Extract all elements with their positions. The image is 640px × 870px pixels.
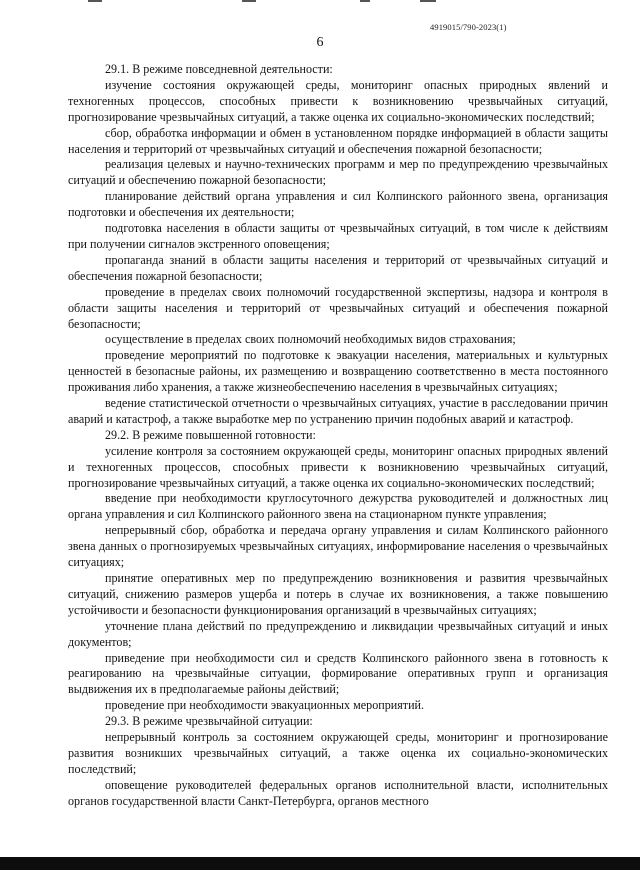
scan-bottom-edge <box>0 857 640 870</box>
document-body <box>68 62 608 810</box>
paragraph: изучение состояния окружающей среды, мониторинг опасных природных явлений и техногенных процессов, способных привести к возникновению чрезвычайных ситуаций, прогнозирование чрезвычайных ситуаций, а также оценка их социально-экономических последствий; <box>68 77 608 124</box>
paragraph: введение при необходимости круглосуточного дежурства руководителей и должностных лиц органа управления и сил Колпинского районного звена на стационарном пункте управления; <box>68 491 608 522</box>
paragraph: подготовка населения в области защиты от чрезвычайных ситуаций, в том числе к действиям при получении сигналов экстренного оповещения; <box>68 221 608 251</box>
section-heading: 29.3. В режиме чрезвычайной ситуации: <box>105 714 313 729</box>
paragraph: уточнение плана действий по предупреждению и ликвидации чрезвычайных ситуаций и иных документов; <box>68 618 608 649</box>
section-heading: 29.2. В режиме повышенной готовности: <box>105 427 316 442</box>
paragraph: ведение статистической отчетности о чрезвычайных ситуациях, участие в расследовании причин аварий и катастроф, а также выработке мер по устранению причин подобных аварий и катастроф. <box>68 396 608 426</box>
paragraph: пропаганда знаний в области защиты населения и территорий от чрезвычайных ситуаций и обеспечения пожарной безопасности; <box>68 252 608 283</box>
paragraph: проведение в пределах своих полномочий государственной экспертизы, надзора и контроля в области защиты населения и территорий от чрезвычайных ситуаций и обеспечения пожарной безопасности; <box>68 284 608 331</box>
paragraph: сбор, обработка информации и обмен в установленном порядке информацией в области защиты населения и территорий от чрезвычайных ситуаций и обеспечения пожарной безопасности; <box>68 125 608 156</box>
section-heading: 29.1. В режиме повседневной деятельности: <box>105 62 333 76</box>
paragraph: принятие оперативных мер по предупреждению возникновения и развития чрезвычайных ситуаций, снижению размеров ущерба и потерь в случае их возникновения, а также повышению устойчивости и безопасности функционирования организаций в чрезвычайных ситуациях; <box>68 571 608 617</box>
paragraph: реализация целевых и научно-технических программ и мер по предупреждению чрезвычайных ситуаций и обеспечению пожарной безопасности; <box>68 157 608 188</box>
scan-top-marks <box>0 0 640 6</box>
paragraph: непрерывный контроль за состоянием окружающей среды, мониторинг и прогнозирование развития возникших чрезвычайных ситуаций, а также оценка их социально-экономических последствий; <box>68 730 608 776</box>
paragraph: усиление контроля за состоянием окружающей среды, мониторинг опасных природных явлений и техногенных процессов, способных привести к возникновению чрезвычайных ситуаций, прогнозирование чрезвычайных ситуаций, а также оценка их социально-экономических последствий; <box>68 443 608 490</box>
paragraph: проведение при необходимости эвакуационных мероприятий. <box>105 698 425 713</box>
paragraph: осуществление в пределах своих полномочий необходимых видов страхования; <box>105 332 516 347</box>
paragraph: непрерывный сбор, обработка и передача органу управления и силам Колпинского районного звена данных о прогнозируемых чрезвычайных ситуациях, информирование населения о чрезвычайных ситуациях; <box>68 523 608 570</box>
page-number: 6 <box>316 35 324 50</box>
paragraph: приведение при необходимости сил и средств Колпинского районного звена в готовность к реагированию на чрезвычайные ситуации, формирование оперативных групп и организация выдвижения их в предполагаемые районы действий; <box>68 650 608 697</box>
paragraph: планирование действий органа управления и сил Колпинского районного звена, организация подготовки и обеспечения их деятельности; <box>68 189 608 220</box>
document-number: 4919015/790-2023(1) <box>430 22 507 32</box>
paragraph: проведение мероприятий по подготовке к эвакуации населения, материальных и культурных ценностей в безопасные районы, их размещению и возвращению соответственно в места постоянного проживания либо хранения, а также жизнеобеспечению населения в чрезвычайных ситуациях; <box>68 348 608 395</box>
paragraph: оповещение руководителей федеральных органов исполнительной власти, исполнительных органов государственной власти Санкт-Петербурга, органов местного <box>68 777 608 808</box>
